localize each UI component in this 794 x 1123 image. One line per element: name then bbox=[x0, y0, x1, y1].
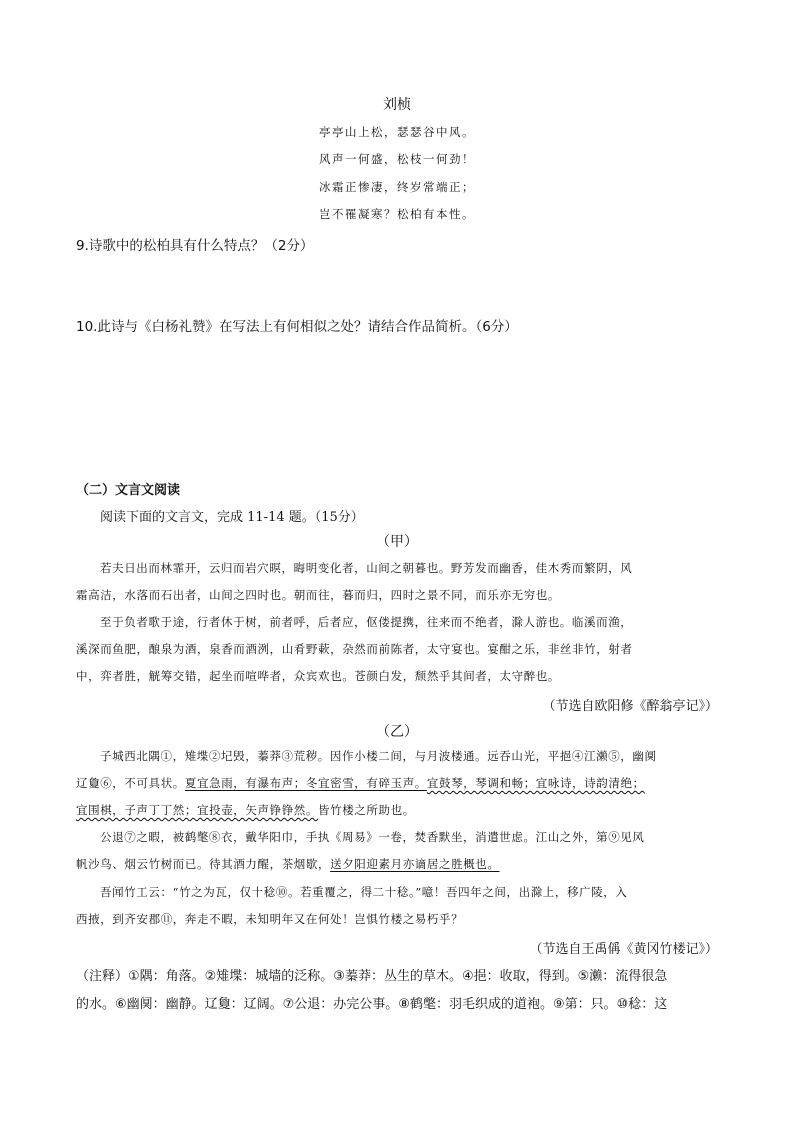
passage-yi-line bbox=[76, 856, 721, 872]
passage-yi-label: （乙） bbox=[376, 724, 418, 740]
passage-jia-line: 霜高洁，水落而石出者，山间之四时也。朝而往，暮而归，四时之景不同，而乐亦无穷也。 bbox=[76, 588, 560, 602]
passage-yi-source: （节选自王禹偁《黄冈竹楼记》） bbox=[529, 942, 718, 957]
wavy-underlined-sentence: 宜围棋，子声丁丁然；宜投壶，矢声铮铮然。 bbox=[76, 803, 318, 817]
passage-jia-line: 中，弈者胜，觥筹交错，起坐而喧哗者，众宾欢也。苍颜白发，颓然乎其间者，太守醉也。 bbox=[76, 669, 560, 683]
plain-text: 辽敻⑥，不可具状。 bbox=[76, 776, 185, 790]
passage-jia-source: （节选自欧阳修《醉翁亭记》） bbox=[542, 699, 718, 714]
question-10: 10.此诗与《白杨礼赞》在写法上有何相似之处？请结合作品简析。（6分） bbox=[76, 319, 518, 335]
poem-line: 冰霜正惨凄，终岁常端正； bbox=[319, 180, 475, 194]
passage-yi-line: 子城西北隅①，雉堞②圮毁，蓁莽③荒秽。因作小楼二间，与月波楼通。远吞山光，平挹④江濑⑤，幽阒 bbox=[100, 749, 657, 763]
passage-jia-line: 溪深而鱼肥，酿泉为酒，泉香而酒洌，山肴野蔌，杂然而前陈者，太守宴也。宴酣之乐，非丝非竹，射者 bbox=[76, 642, 633, 656]
plain-text: 皆竹楼之所助也。 bbox=[318, 803, 415, 817]
poem-line: 风声一何盛，松枝一何劲！ bbox=[319, 152, 475, 166]
passage-jia-line: 至于负者歌于途，行者休于树，前者呼，后者应，伛偻提携，往来而不绝者，滁人游也。临溪而渔， bbox=[100, 615, 633, 629]
wavy-underlined-sentence: 宜鼓琴，琴调和畅；宜咏诗，诗韵清绝； bbox=[426, 776, 645, 790]
annotation-line: 的水。⑥幽阒：幽静。辽敻：辽阔。⑦公退：办完公事。⑧鹤氅：羽毛织成的道袍。⑨第：只。⑩稔：这 bbox=[76, 997, 668, 1012]
passage-yi-line bbox=[76, 775, 721, 791]
plain-text: 帆沙鸟、烟云竹树而已。待其酒力醒，茶烟歇， bbox=[76, 857, 331, 871]
annotation-line: （注释）①隅：角落。②雉堞：城墙的泛称。③蓁莽：丛生的草木。④挹：收取，得到。⑤濑：流得很急 bbox=[76, 969, 668, 984]
passage-yi-line: 西掖，到齐安郡⑪，奔走不暇，未知明年又在何处！岂惧竹楼之易朽乎？ bbox=[76, 912, 464, 926]
poem-line: 岂不罹凝寒？松柏有本性。 bbox=[319, 207, 475, 221]
underlined-sentence: 夏宜急雨，有瀑布声；冬宜密雪，有碎玉声。 bbox=[184, 776, 427, 790]
passage-yi-line: 公退⑦之暇，被鹤氅⑧衣，戴华阳巾，手执《周易》一卷，焚香默坐，消遣世虑。江山之外，第⑨见风 bbox=[100, 830, 645, 844]
section-instruction: 阅读下面的文言文，完成 11-14 题。（15分） bbox=[100, 510, 364, 525]
section-title: （二）文言文阅读 bbox=[76, 483, 181, 498]
passage-jia-label: （甲） bbox=[376, 534, 418, 550]
passage-yi-line: 吾闻竹工云：“竹之为瓦，仅十稔⑩。若重覆之，得二十稔。”噫！吾四年之间，出滁上，移广陵，入 bbox=[100, 885, 628, 899]
question-9: 9.诗歌中的松柏具有什么特点？（2分） bbox=[76, 238, 314, 254]
passage-jia-line: 若夫日出而林霏开，云归而岩穴暝，晦明变化者，山间之朝暮也。野芳发而幽香，佳木秀而繁阴，风 bbox=[100, 561, 633, 575]
underlined-sentence: 送夕阳迎素月亦谪居之胜概也。 bbox=[330, 857, 500, 871]
passage-yi-line bbox=[76, 802, 721, 818]
poem-line: 亭亭山上松，瑟瑟谷中风。 bbox=[319, 125, 475, 139]
poem-author: 刘桢 bbox=[383, 97, 411, 113]
